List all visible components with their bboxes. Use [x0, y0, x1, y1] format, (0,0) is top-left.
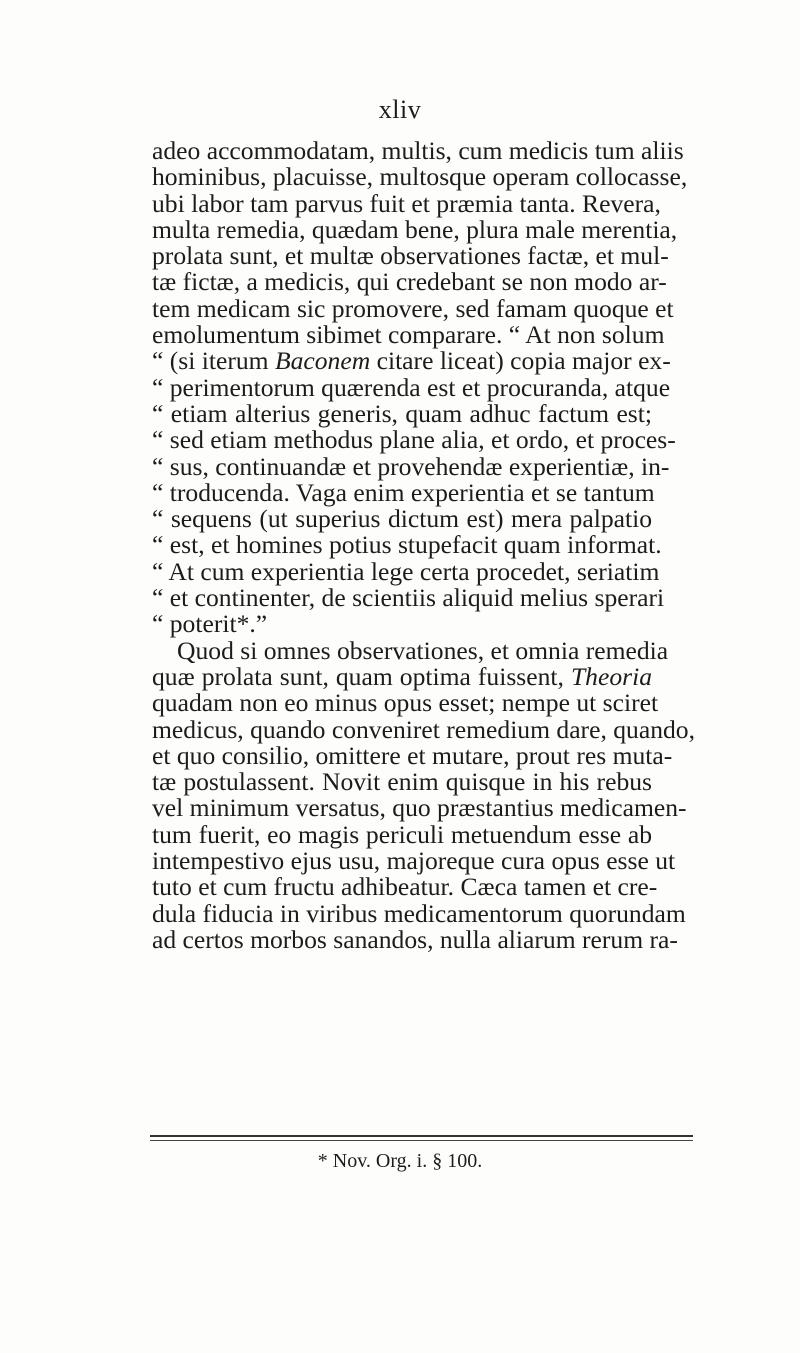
text-line: ubi labor tam parvus fuit et præmia tanta. Revera,	[152, 188, 661, 218]
body-text	[152, 136, 695, 954]
footnote-rule	[150, 1135, 693, 1137]
text-line: “ sed etiam methodus plane alia, et ordo, et proces-	[152, 425, 676, 455]
footnote-rule-thin	[150, 1140, 693, 1141]
text-line: “ perimentorum quærenda est et procuranda, atque	[152, 372, 671, 402]
text-line: multa remedia, quædam bene, plura male merentia,	[152, 214, 678, 244]
text-line: tæ fictæ, a medicis, qui credebant se non modo ar-	[152, 267, 667, 297]
text-line: “ troducenda. Vaga enim experientia et se tantum	[152, 477, 655, 507]
text-line: “ est, et homines potius stupefacit quam informat.	[152, 530, 662, 560]
text-line: et quo consilio, omittere et mutare, prout res muta-	[152, 740, 673, 770]
text-segment: quæ prolata sunt, quam optima fuissent,	[152, 661, 571, 691]
footnote: * Nov. Org. i. § 100.	[317, 1150, 483, 1172]
text-line: tuto et cum fructu adhibeatur. Cæca tamen et cre-	[152, 872, 658, 902]
text-segment: “ (si iterum	[152, 346, 275, 376]
text-line: Quod si omnes observationes, et omnia remedia	[177, 635, 669, 665]
text-line: ad certos morbos sanandos, nulla aliarum rerum ra-	[152, 924, 678, 954]
text-line: dula fiducia in viribus medicamentorum quorundam	[152, 898, 686, 928]
page-number: xliv	[378, 95, 422, 124]
text-line: “ poterit*.”	[152, 609, 268, 639]
text-line: “ et continenter, de scientiis aliquid melius sperari	[152, 583, 665, 613]
text-line: adeo accommodatam, multis, cum medicis tum aliis	[152, 136, 684, 165]
text-line: intempestivo ejus usu, majoreque cura opus esse ut	[152, 846, 676, 876]
text-line: medicus, quando conveniret remedium dare, quando,	[152, 714, 695, 744]
text-line: “ At cum experientia lege certa procedet, seriatim	[152, 556, 660, 586]
text-line: tem medicam sic promovere, sed famam quoque et	[152, 293, 674, 323]
text-line: “ sequens (ut superius dictum est) mera palpatio	[152, 504, 652, 534]
italic-word-theoria: Theoria	[570, 661, 652, 691]
text-line	[152, 346, 671, 376]
text-segment: citare liceat) copia major ex-	[370, 346, 671, 376]
text-line	[152, 661, 652, 691]
text-line: “ etiam alterius generis, quam adhuc factum est;	[152, 398, 652, 428]
text-line: quadam non eo minus opus esset; nempe ut sciret	[152, 688, 659, 718]
text-line: “ sus, continuandæ et provehendæ experientiæ, in-	[152, 451, 670, 481]
text-line: hominibus, placuisse, multosque operam collocasse,	[152, 162, 688, 192]
text-line: tæ postulassent. Novit enim quisque in his rebus	[152, 767, 652, 797]
italic-name-baconem: Baconem	[274, 346, 371, 376]
text-line: tum fuerit, eo magis periculi metuendum esse ab	[152, 819, 652, 849]
text-line: vel minimum versatus, quo præstantius medicamen-	[152, 793, 687, 823]
text-line: prolata sunt, et multæ observationes factæ, et mul-	[152, 241, 669, 271]
text-line: emolumentum sibimet comparare. “ At non solum	[152, 320, 665, 350]
